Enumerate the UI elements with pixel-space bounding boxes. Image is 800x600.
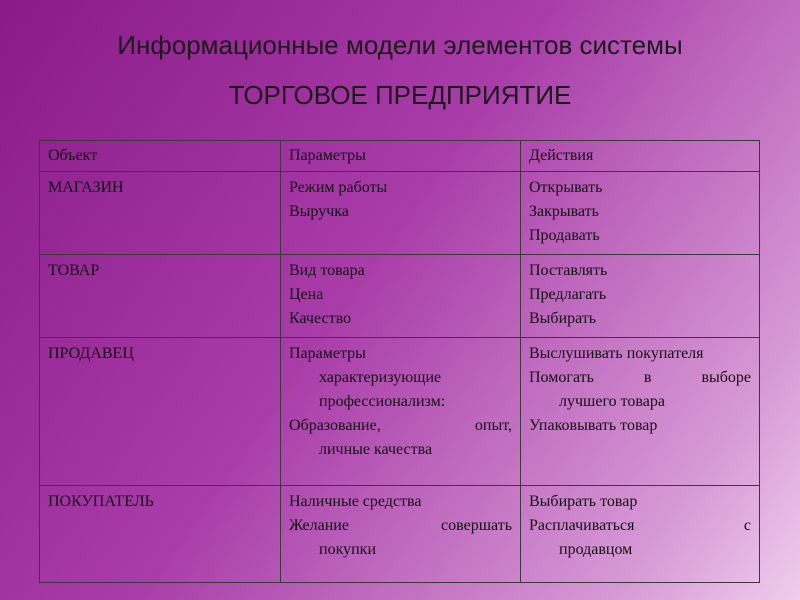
param-line: профессионализм: (319, 393, 446, 410)
params-cell (281, 172, 521, 255)
param-word: опыт, (474, 417, 512, 434)
table-header-row (40, 141, 760, 172)
header-object: Объект (40, 141, 281, 172)
param-line: характеризующие (319, 369, 442, 386)
action-line: Поставлять (529, 262, 608, 279)
action-word: в (643, 369, 652, 386)
action-line: Продавать (529, 227, 600, 244)
action-line: Упаковывать товар (529, 417, 658, 434)
param-line-justified (289, 514, 512, 538)
params-cell (281, 486, 521, 583)
param-line: покупки (319, 541, 377, 558)
action-line: Предлагать (529, 286, 607, 303)
header-actions: Действия (521, 141, 760, 172)
param-line: Качество (289, 310, 352, 327)
table-row (40, 486, 760, 583)
param-line: личные качества (319, 441, 433, 458)
action-word: Расплачиваться (529, 517, 635, 534)
object-cell: ПОКУПАТЕЛЬ (40, 486, 281, 583)
action-line: Выбирать товар (529, 493, 638, 510)
action-line: Открывать (529, 179, 603, 196)
param-line: Наличные средства (289, 493, 422, 510)
param-line: Цена (289, 286, 324, 303)
object-cell: ПРОДАВЕЦ (40, 338, 281, 486)
table-row (40, 338, 760, 486)
param-word: совершать (441, 517, 512, 534)
param-word: Образование, (289, 417, 381, 434)
param-line: Выручка (289, 203, 349, 220)
table-row (40, 255, 760, 338)
header-params: Параметры (281, 141, 521, 172)
object-cell: ТОВАР (40, 255, 281, 338)
actions-cell (521, 172, 760, 255)
object-cell: МАГАЗИН (40, 172, 281, 255)
actions-cell (521, 338, 760, 486)
action-line-justified (529, 366, 751, 390)
param-line: Режим работы (289, 179, 388, 196)
actions-cell (521, 255, 760, 338)
action-line-justified (529, 514, 751, 538)
action-word: Помогать (529, 369, 594, 386)
params-cell (281, 255, 521, 338)
info-models-table (39, 140, 760, 583)
params-cell (281, 338, 521, 486)
param-word: Желание (289, 517, 349, 534)
param-line-justified (289, 414, 512, 438)
param-line: Вид товара (289, 262, 365, 279)
action-line: Выслушивать покупателя (529, 345, 704, 362)
action-line: Выбирать (529, 310, 597, 327)
page-title: Информационные модели элементов системы (117, 30, 683, 60)
page-subtitle: ТОРГОВОЕ ПРЕДПРИЯТИЕ (228, 80, 572, 110)
param-line: Параметры (289, 345, 366, 362)
actions-cell (521, 486, 760, 583)
action-line: продавцом (559, 541, 633, 558)
action-word: выборе (701, 369, 751, 386)
action-word: с (743, 517, 751, 534)
table-row (40, 172, 760, 255)
action-line: лучшего товара (559, 393, 665, 410)
action-line: Закрывать (529, 203, 599, 220)
